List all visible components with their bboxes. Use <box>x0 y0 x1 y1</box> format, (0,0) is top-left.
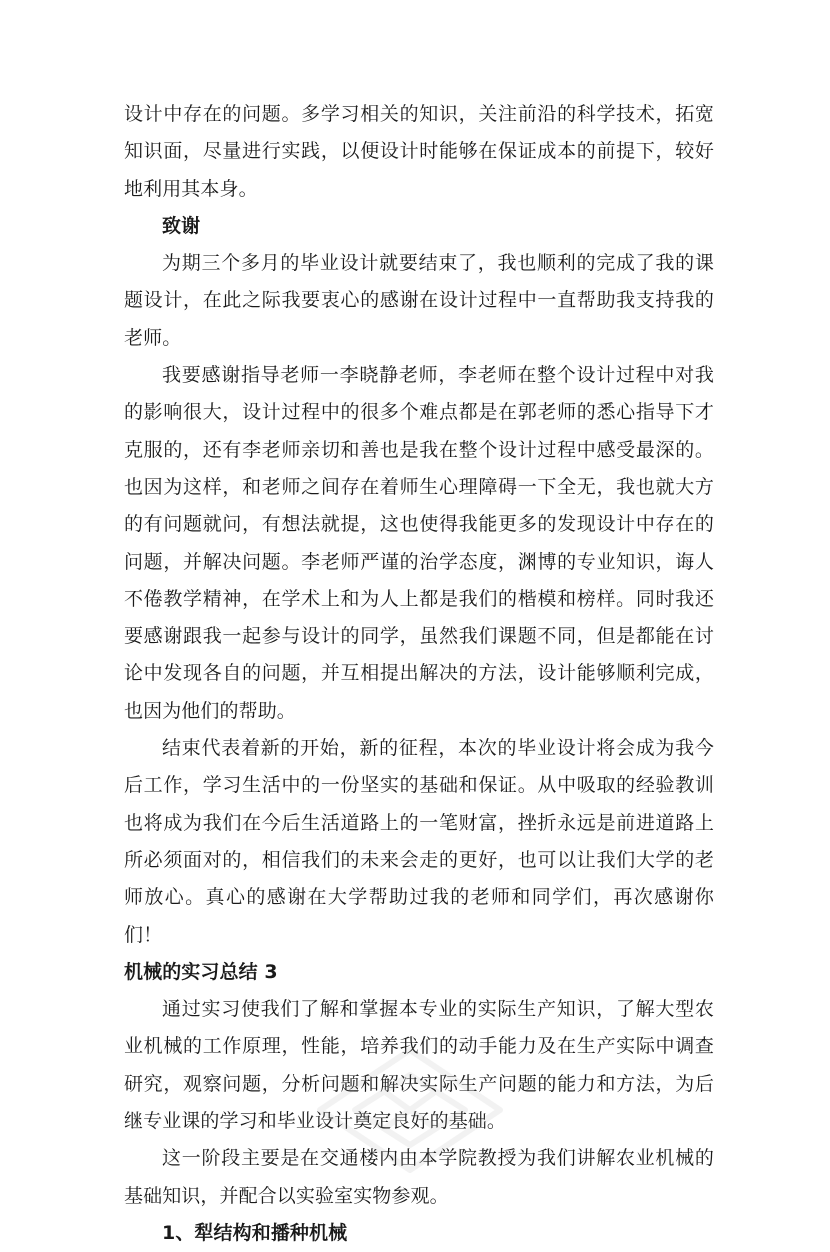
watermark-icon <box>300 1040 520 1180</box>
paragraph: 这一阶段主要是在交通楼内由本学院教授为我们讲解农业机械的基础知识，并配合以实验室实物参观。 <box>124 1147 714 1207</box>
paragraph: 结束代表着新的开始，新的征程，本次的毕业设计将会成为我今后工作，学习生活中的一份坚实的基础和保证。从中吸取的经验教训也将成为我们在今后生活道路上的一笔财富，挫折永远是前进道路上所必须面对的，相信我们的未来会走的更好，也可以让我们大学的老师放心。真心的感谢在大学帮助过我的老师和同学们，再次感谢你们！ <box>124 737 714 946</box>
section-heading-internship-summary: 机械的实习总结 3 <box>124 960 278 983</box>
paragraph-continuation: 设计中存在的问题。多学习相关的知识，关注前沿的科学技术，拓宽知识面，尽量进行实践，以便设计时能够在保证成本的前提下，较好地利用其本身。 <box>124 103 714 200</box>
paragraph: 为期三个多月的毕业设计就要结束了，我也顺利的完成了我的课题设计，在此之际我要衷心的感谢在设计过程中一直帮助我支持我的老师。 <box>124 252 714 349</box>
paragraph: 通过实习使我们了解和掌握本专业的实际生产知识，了解大型农业机械的工作原理，性能，培养我们的动手能力及在生产实际中调查研究，观察问题，分析问题和解决实际生产问题的能力和方法，为后继专业课的学习和毕业设计奠定良好的基础。 <box>124 998 714 1133</box>
paragraph: 我要感谢指导老师一李晓静老师，李老师在整个设计过程中对我的影响很大，设计过程中的很多个难点都是在郭老师的悉心指导下才克服的，还有李老师亲切和善也是我在整个设计过程中感受最深的。也因为这样，和老师之间存在着师生心理障碍一下全无，我也就大方的有问题就问，有想法就提，这也使得我能更多的发现设计中存在的问题，并解决问题。李老师严谨的治学态度，渊博的专业知识，诲人不倦教学精神，在学术上和为人上都是我们的楷模和榜样。同时我还要感谢跟我一起参与设计的同学，虽然我们课题不同，但是都能在讨论中发现各自的问题，并互相提出解决的方法，设计能够顺利完成，也因为他们的帮助。 <box>124 364 714 722</box>
subsection-heading: 1、犁结构和播种机械 <box>162 1221 348 1244</box>
section-heading-acknowledgement: 致谢 <box>162 214 201 237</box>
